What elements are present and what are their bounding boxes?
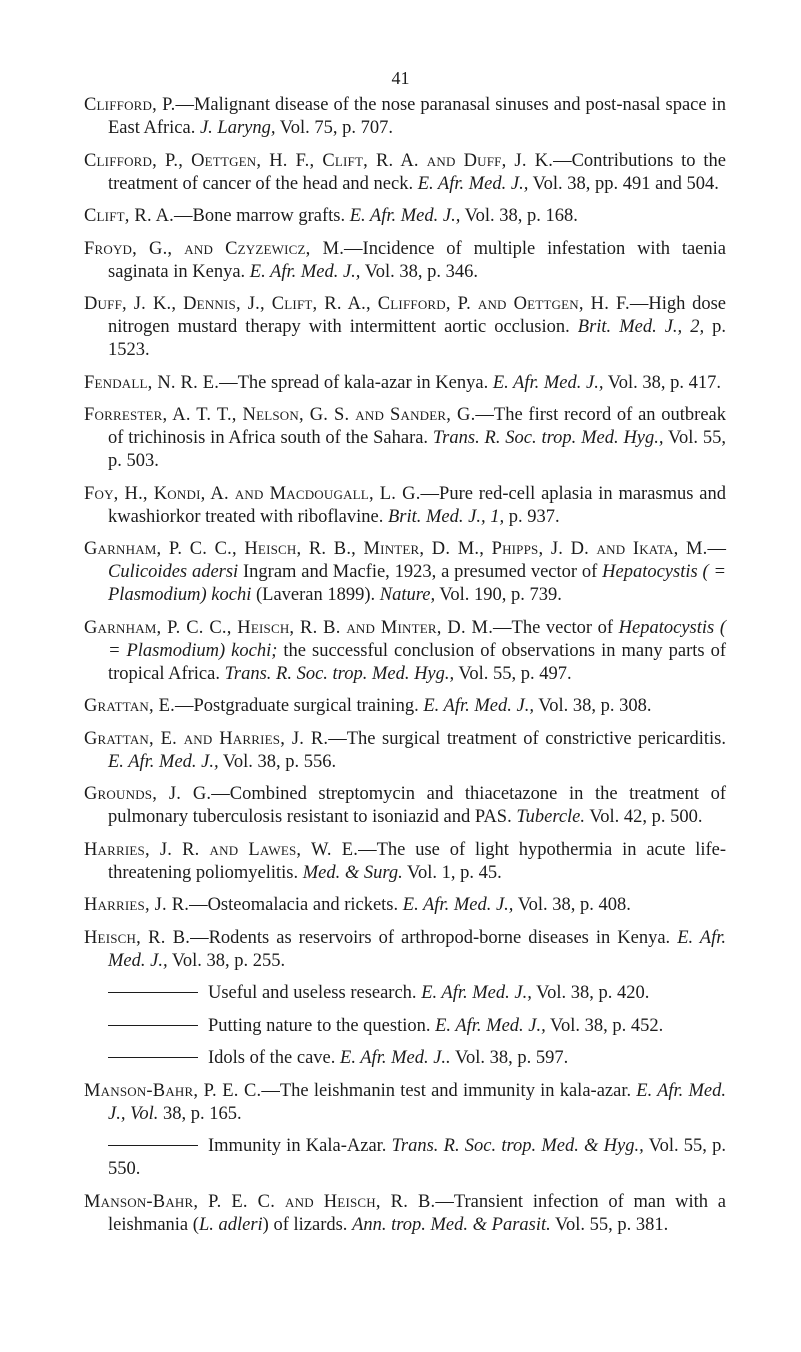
reference-journal: Ann. trop. Med. & Parasit.	[352, 1214, 551, 1235]
reference-entry	[84, 1135, 726, 1181]
reference-journal: Hepatocystis ( = Plasmodium) kochi	[108, 562, 726, 605]
reference-entry	[84, 538, 726, 607]
reference-details: p. 937.	[504, 506, 560, 527]
reference-authors: Foy, H., Kondi, A. and Macdougall, L. G.	[84, 483, 421, 504]
reference-authors: Garnham, P. C. C., Heisch, R. B. and Minter, D. M.	[84, 617, 494, 638]
reference-journal: Brit. Med. J., 2,	[577, 317, 705, 337]
reference-title: —Bone marrow grafts.	[173, 206, 350, 226]
reference-title: —The spread of kala-azar in Kenya.	[219, 372, 493, 393]
reference-details: Vol. 55, p. 381.	[550, 1214, 669, 1235]
reference-journal: E. Afr. Med. J..	[340, 1048, 451, 1068]
reference-journal: J. Laryng,	[199, 118, 276, 138]
reference-title: —Incidence of multiple infestation with taenia saginata in Kenya.	[108, 238, 726, 282]
reference-entry	[84, 150, 726, 196]
reference-journal: E. Afr. Med. J.,	[423, 696, 534, 716]
reference-journal: E. Afr. Med. J.,	[108, 927, 727, 971]
reference-journal: E. Afr. Med. J.,	[249, 261, 361, 282]
reference-journal: E. Afr. Med. J.,	[417, 173, 529, 194]
reference-journal: L. adleri	[198, 1214, 263, 1235]
reference-entry	[84, 94, 726, 140]
reference-details: Vol. 75, p. 707.	[275, 118, 394, 138]
reference-title: —The use of light hypothermia in acute life-threatening poliomyelitis.	[108, 839, 727, 883]
reference-authors: Forrester, A. T. T., Nelson, G. S. and Sander, G.	[84, 405, 476, 425]
reference-journal: Nature,	[379, 585, 436, 605]
reference-title: —The leishmanin test and immunity in kala-azar.	[261, 1080, 637, 1101]
reference-details: Vol. 190, p. 739.	[435, 585, 562, 605]
reference-entry	[84, 839, 726, 885]
reference-details: Ingram and Macfie, 1923, a presumed vector of	[238, 562, 603, 582]
reference-title: Putting nature to the question.	[208, 1015, 436, 1036]
ditto-dash	[108, 1145, 198, 1146]
reference-entry	[84, 483, 726, 529]
reference-entry	[84, 982, 726, 1005]
reference-details: Vol. 38, p. 308.	[533, 696, 652, 716]
reference-journal: E. Afr. Med. J.,	[492, 372, 604, 393]
reference-title: Immunity in Kala-Azar.	[208, 1136, 392, 1156]
ditto-dash	[108, 992, 198, 993]
reference-details: Vol. 1, p. 45.	[402, 862, 502, 883]
reference-title: —Rodents as reservoirs of arthropod-borne diseases in Kenya.	[190, 927, 678, 948]
reference-entry	[84, 617, 726, 686]
reference-title: —Postgraduate surgical training.	[174, 696, 424, 716]
reference-journal: Culicoides adersi	[108, 562, 239, 582]
page-number: 41	[391, 68, 410, 88]
reference-title: Idols of the cave.	[208, 1048, 341, 1068]
reference-authors: Harries, J. R. and Lawes, W. E.	[84, 839, 359, 860]
reference-authors: Grattan, E.	[84, 696, 175, 716]
reference-details: Vol. 38, p. 168.	[460, 206, 578, 226]
reference-details: Vol. 38, p. 417.	[603, 372, 722, 393]
reference-journal: E. Afr. Med. J.,	[402, 895, 514, 915]
reference-authors: Garnham, P. C. C., Heisch, R. B., Minter, D. M., Phipps, J. D. and Ikata, M.	[84, 539, 708, 559]
reference-authors: Clifford, P., Oettgen, H. F., Clift, R. A. and Duff, J. K.	[84, 150, 554, 171]
reference-entry	[84, 205, 726, 228]
reference-authors: Fendall, N. R. E.	[84, 372, 220, 393]
reference-journal: E. Afr. Med. J.,	[421, 983, 532, 1003]
reference-entry	[84, 695, 726, 718]
reference-details: Vol. 38, p. 420.	[531, 983, 650, 1003]
reference-entry	[84, 1047, 726, 1070]
reference-journal: E. Afr. Med. J., Vol.	[108, 1080, 726, 1124]
reference-details: Vol. 38, p. 597.	[450, 1048, 569, 1068]
reference-journal: E. Afr. Med. J.,	[349, 206, 461, 226]
reference-title: —Malignant disease of the nose paranasal sinuses and post-nasal space in East Africa.	[108, 95, 726, 138]
reference-entry	[84, 238, 726, 284]
reference-entry	[84, 927, 726, 973]
reference-details: p. 1523.	[108, 317, 726, 360]
reference-title: —The surgical treatment of constrictive pericarditis.	[328, 728, 726, 749]
reference-details: Vol. 55, p. 503.	[108, 428, 726, 471]
reference-journal: Trans. R. Soc. trop. Med. Hyg.,	[224, 663, 455, 684]
reference-authors: Manson-Bahr, P. E. C. and Heisch, R. B.	[84, 1191, 436, 1212]
reference-title: —Pure red-cell aplasia in marasmus and kwashiorkor treated with riboflavine.	[108, 483, 727, 527]
reference-list	[84, 94, 726, 1246]
reference-title: —Combined streptomycin and thiacetazone in the treatment of pulmonary tuberculosis resistant to isoniazid and PAS.	[108, 784, 726, 827]
reference-entry	[84, 372, 726, 395]
reference-entry	[84, 1191, 726, 1237]
reference-details: Vol. 38, pp. 491 and 504.	[528, 173, 719, 194]
reference-journal: Brit. Med. J., 1,	[387, 506, 505, 527]
reference-title: —Transient infection of man with a leishmania (	[108, 1191, 727, 1235]
reference-entry	[84, 1080, 726, 1126]
reference-journal: Trans. R. Soc. trop. Med. Hyg.,	[432, 428, 664, 448]
ditto-dash	[108, 1025, 198, 1026]
reference-journal: Hepatocystis ( = Plasmodium) kochi;	[108, 617, 726, 661]
reference-title: —Osteomalacia and rickets.	[189, 895, 403, 915]
reference-entry	[84, 404, 726, 473]
reference-details: Vol. 38, p. 452.	[545, 1015, 664, 1036]
reference-details: the successful conclusion of observations in many parts of tropical Africa.	[108, 640, 726, 684]
reference-details: ) of lizards.	[262, 1214, 353, 1235]
reference-title: Useful and useless research.	[208, 983, 422, 1003]
reference-details: Vol. 38, p. 556.	[218, 751, 337, 772]
reference-title: —The vector of	[493, 617, 619, 638]
reference-entry	[84, 894, 726, 917]
reference-details: Vol. 38, p. 255.	[167, 950, 286, 971]
reference-authors: Harries, J. R.	[84, 895, 190, 915]
reference-title: —	[707, 539, 726, 559]
reference-journal: Med. & Surg.	[302, 862, 403, 883]
reference-details: Vol. 38, p. 408.	[513, 895, 631, 915]
reference-entry	[84, 1015, 726, 1038]
reference-entry	[84, 728, 726, 774]
reference-authors: Froyd, G., and Czyzewicz, M.	[84, 238, 345, 259]
reference-authors: Manson-Bahr, P. E. C.	[84, 1080, 262, 1101]
reference-entry	[84, 783, 726, 829]
reference-authors: Duff, J. K., Dennis, J., Clift, R. A., Clifford, P. and Oettgen, H. F.	[84, 294, 630, 314]
reference-details: Vol. 55, p. 550.	[108, 1136, 727, 1179]
reference-journal: Trans. R. Soc. trop. Med. & Hyg.,	[391, 1136, 644, 1156]
reference-authors: Heisch, R. B.	[84, 927, 191, 948]
reference-title: —Contributions to the treatment of cancer of the head and neck.	[108, 150, 726, 194]
reference-details: Vol. 42, p. 500.	[585, 807, 703, 827]
reference-authors: Grattan, E. and Harries, J. R.	[84, 728, 329, 749]
reference-journal: E. Afr. Med. J.,	[108, 751, 219, 772]
ditto-dash	[108, 1057, 198, 1058]
reference-authors: Grounds, J. G.	[84, 784, 212, 804]
reference-title: —The first record of an outbreak of trichinosis in Africa south of the Sahara.	[108, 405, 726, 448]
reference-authors: Clifford, P.	[84, 95, 176, 115]
reference-title: —High dose nitrogen mustard therapy with intermittent aortic occlusion.	[108, 294, 726, 337]
reference-details: (Laveran 1899).	[251, 585, 380, 605]
reference-entry	[84, 293, 726, 362]
reference-details: Vol. 38, p. 346.	[360, 261, 478, 282]
reference-journal: Tubercle.	[516, 807, 586, 827]
reference-journal: E. Afr. Med. J.,	[435, 1015, 546, 1036]
reference-details: 38, p. 165.	[158, 1103, 242, 1124]
reference-details: Vol. 55, p. 497.	[454, 663, 572, 684]
reference-authors: Clift, R. A.	[84, 206, 174, 226]
